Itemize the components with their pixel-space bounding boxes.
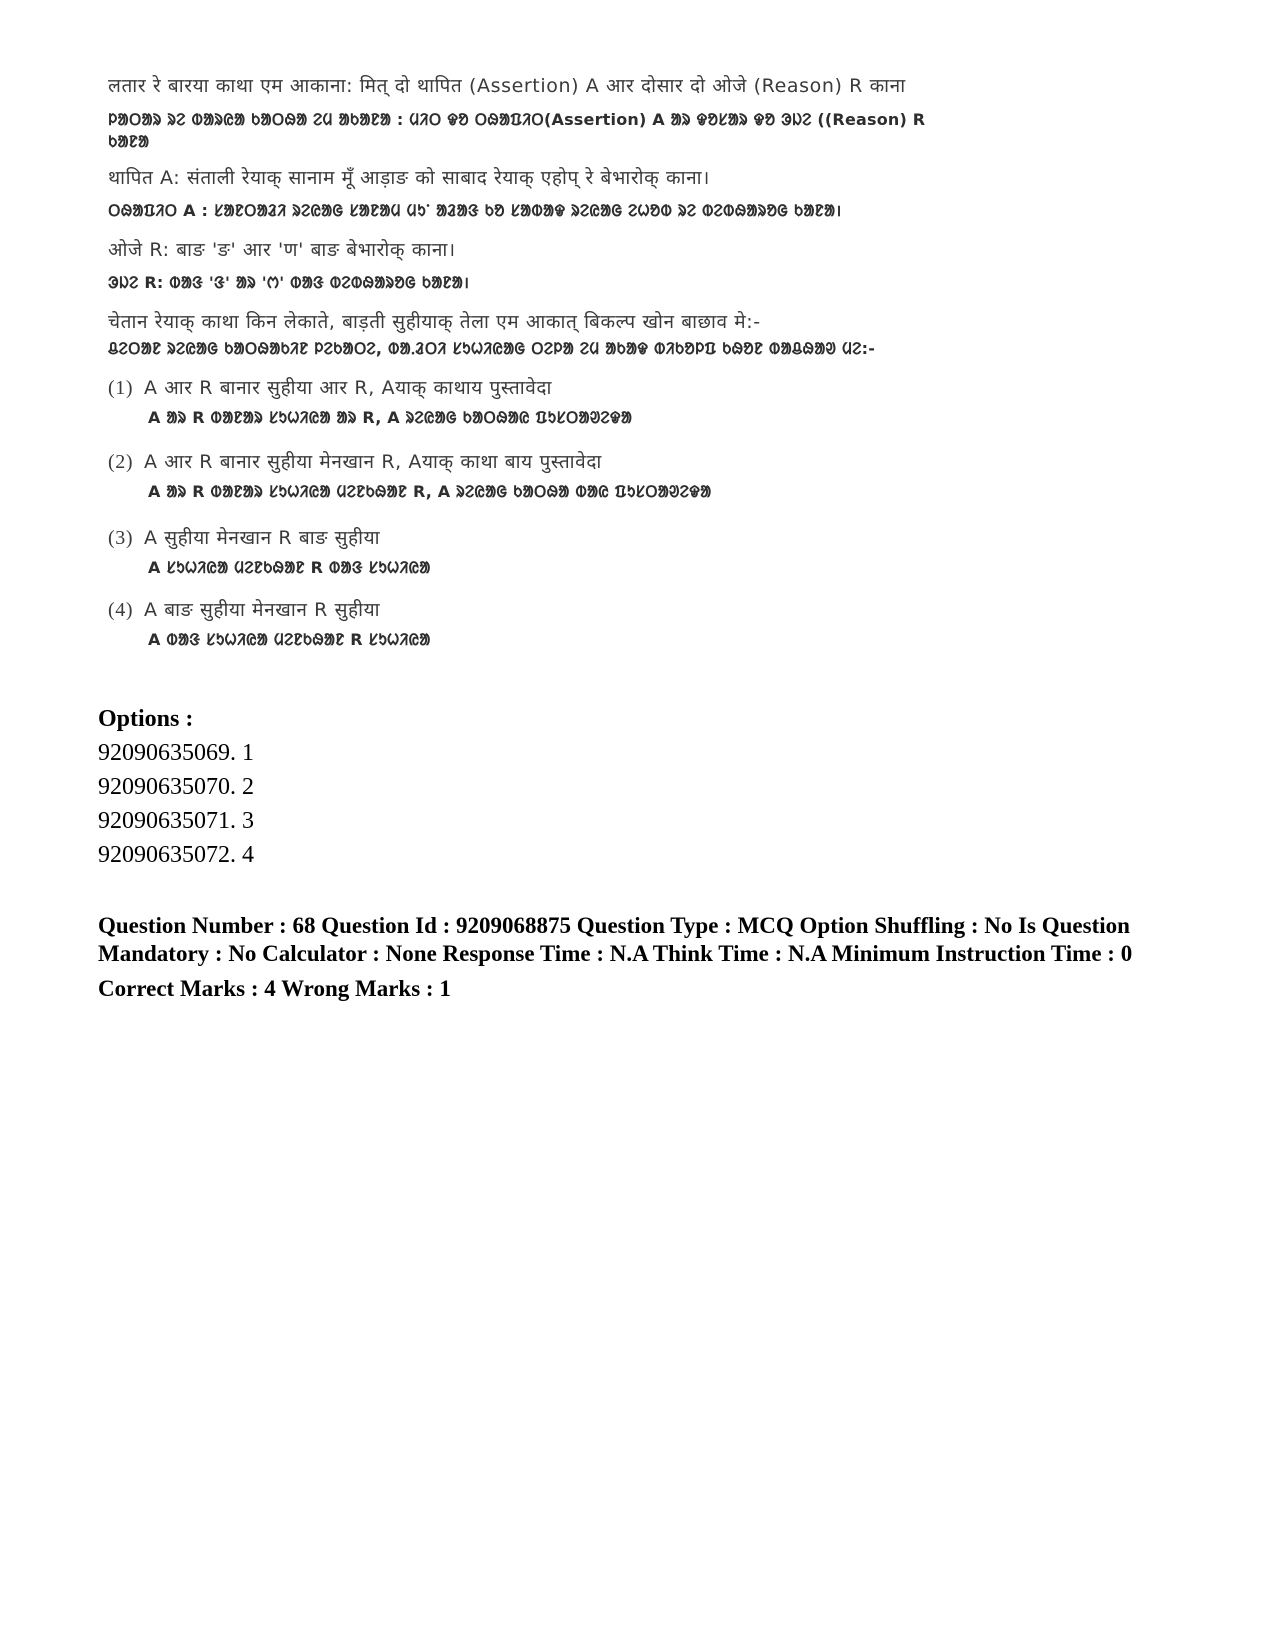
choice-devanagari: A बाङ सुहीया मेनखान R सुहीया <box>144 599 381 621</box>
instruction-devanagari: चेतान रेयाक् काथा किन लेकाते, बाड़ती सुहीयाक् तेला एम आकात् बिकल्प खोन बाछाव मे:- <box>108 311 761 333</box>
choice-number: (2) <box>108 451 134 473</box>
choice-number: (4) <box>108 599 134 621</box>
reason-devanagari: ओजे R: बाङ 'ङ' आर 'ण' बाङ बेभारोक् काना। <box>108 239 456 261</box>
option-item-3: 92090635071. 3 <box>98 808 254 834</box>
choice-2-olchiki: A ᱟᱨ R ᱵᱟᱱᱟᱨ ᱥᱩᱦᱤᱭᱟ ᱢᱮᱱᱠᱷᱟᱱ R, A ᱨᱮᱭᱟᱜ ᱠᱟᱛᱷᱟ ᱵᱟᱭ ᱯᱩᱥᱛᱟᱣᱮᱫᱟ <box>148 482 712 501</box>
question-meta-block <box>98 912 1158 1003</box>
option-item-2: 92090635070. 2 <box>98 774 254 800</box>
choice-1-olchiki: A ᱟᱨ R ᱵᱟᱱᱟᱨ ᱥᱩᱦᱤᱭᱟ ᱟᱨ R, A ᱨᱮᱭᱟᱜ ᱠᱟᱛᱷᱟᱭ ᱯᱩᱥᱛᱟᱣᱮᱫᱟ <box>148 408 633 427</box>
assertion-olchiki: ᱛᱷᱟᱯᱤᱛ A : ᱥᱟᱱᱛᱟᱲᱤ ᱨᱮᱭᱟᱜ ᱥᱟᱱᱟᱢ ᱢᱩᱸ ᱟᱲᱟᱝ ᱠᱚ ᱥᱟᱵᱟᱫ ᱨᱮᱭᱟᱜ ᱮᱦᱚᱵ ᱨᱮ ᱵᱮᱵᱷᱟᱨᱚᱜ ᱠᱟᱱᱟ। <box>108 201 842 220</box>
choice-3-olchiki: A ᱥᱩᱦᱤᱭᱟ ᱢᱮᱱᱠᱷᱟᱱ R ᱵᱟᱝ ᱥᱩᱦᱤᱭᱟ <box>148 558 431 577</box>
option-item-4: 92090635072. 4 <box>98 842 254 868</box>
choice-3 <box>108 524 380 550</box>
question-meta: Question Number : 68 Question Id : 9209068875 Question Type : MCQ Option Shuffling : No Is Question Mandatory : No Calculator : None Response Time : N.A Think Time : N.A Minimum Instruction Time : 0 <box>98 913 1133 966</box>
option-item-1: 92090635069. 1 <box>98 740 254 766</box>
choice-2 <box>108 448 602 474</box>
choice-number: (1) <box>108 377 134 399</box>
question-image <box>100 66 960 686</box>
intro-olchiki-line1: ᱞᱟᱛᱟᱨ ᱨᱮ ᱵᱟᱨᱭᱟ ᱠᱟᱛᱷᱟ ᱮᱢ ᱟᱠᱟᱱᱟ : ᱢᱤᱛ ᱫᱚ ᱛᱷᱟᱯᱤᱛ(Assertion) A ᱟᱨ ᱫᱚᱥᱟᱨ ᱫᱚ ᱳᱡᱮ ((Reason) R <box>108 110 926 129</box>
intro-olchiki-line2: ᱠᱟᱱᱟ <box>108 132 150 151</box>
assertion-devanagari: थापित A: संताली रेयाक् सानाम मूँ आड़ाङ को साबाद रेयाक् एहोप् रे बेभारोक् काना। <box>108 167 710 189</box>
instruction-olchiki: ᱪᱮᱛᱟᱱ ᱨᱮᱭᱟᱜ ᱠᱟᱛᱷᱟᱠᱤᱱ ᱞᱮᱠᱟᱛᱮ, ᱵᱟᱹᱲᱛᱤ ᱥᱩᱦᱤᱭᱟᱜ ᱛᱮᱞᱟ ᱮᱢ ᱟᱠᱟᱫ ᱵᱤᱠᱚᱞᱯ ᱠᱷᱚᱱ ᱵᱟᱪᱷᱟᱣ ᱢᱮ:- <box>108 339 876 358</box>
intro-devanagari: लतार रे बारया काथा एम आकाना: मित् दो थापित (Assertion) A आर दोसार दो ओजे (Reason) R काना <box>108 75 906 97</box>
choice-4 <box>108 596 380 622</box>
options-title: Options : <box>98 706 194 732</box>
choice-devanagari: A आर R बानार सुहीया मेनखान R, Aयाक् काथा बाय पुस्तावेदा <box>144 451 602 473</box>
question-marks: Correct Marks : 4 Wrong Marks : 1 <box>98 976 451 1001</box>
options-block <box>98 702 254 872</box>
choice-devanagari: A सुहीया मेनखान R बाङ सुहीया <box>144 527 381 549</box>
choice-4-olchiki: A ᱵᱟᱝ ᱥᱩᱦᱤᱭᱟ ᱢᱮᱱᱠᱷᱟᱱ R ᱥᱩᱦᱤᱭᱟ <box>148 630 431 649</box>
choice-number: (3) <box>108 527 134 549</box>
choice-1 <box>108 374 552 400</box>
reason-olchiki: ᱳᱡᱮ R: ᱵᱟᱝ 'ᱝ' ᱟᱨ 'ᱬ' ᱵᱟᱝ ᱵᱮᱵᱷᱟᱨᱚᱜ ᱠᱟᱱᱟ। <box>108 273 470 292</box>
choice-devanagari: A आर R बानार सुहीया आर R, Aयाक् काथाय पुस्तावेदा <box>144 377 553 399</box>
